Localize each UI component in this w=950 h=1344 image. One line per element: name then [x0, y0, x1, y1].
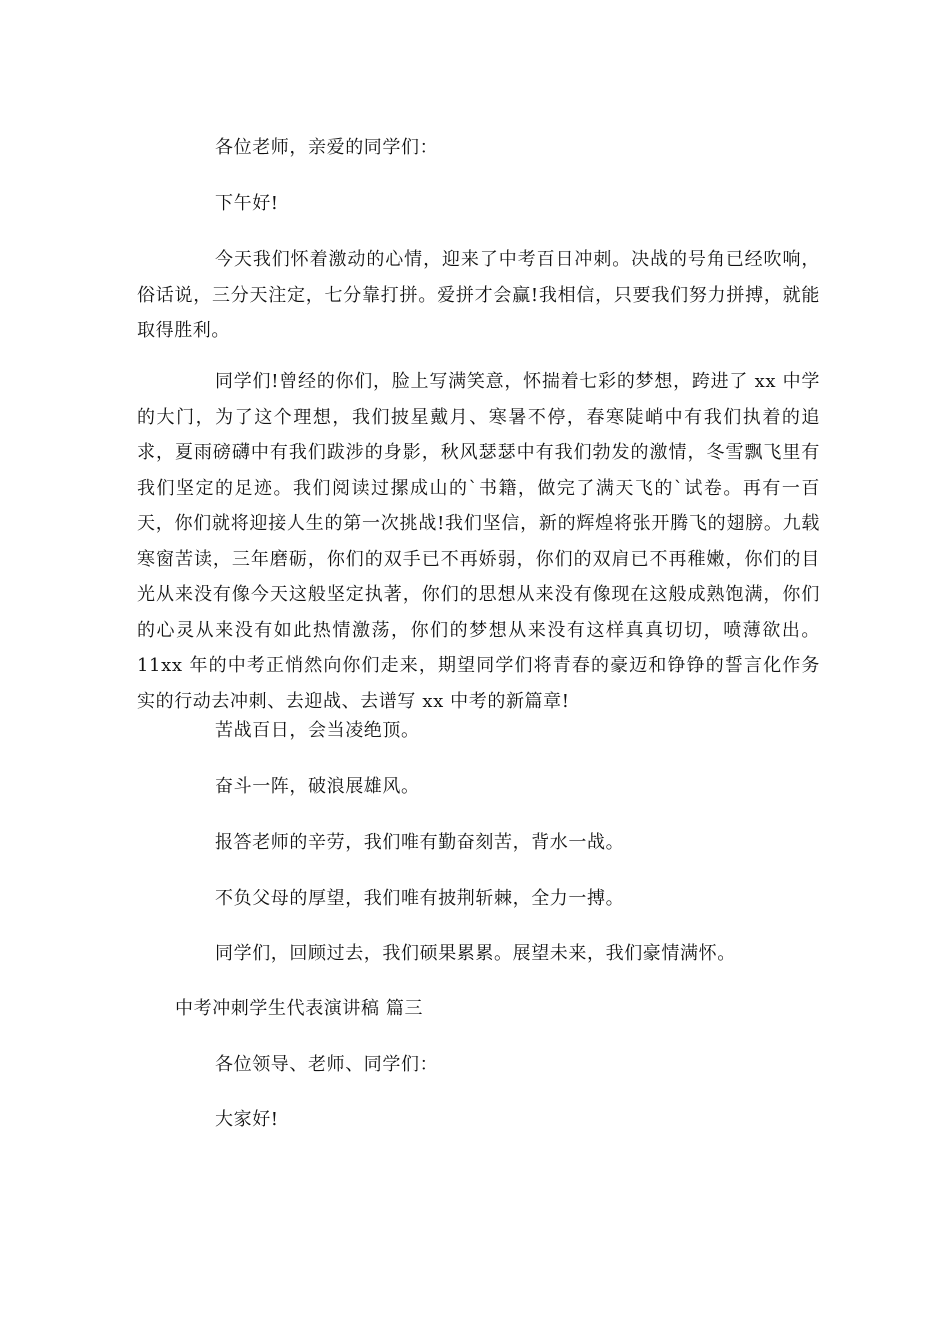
salutation: 各位老师，亲爱的同学们： [215, 137, 439, 158]
greeting: 下午好! [215, 193, 279, 214]
line-slogan-2: 奋斗一阵，破浪展雄风。 [215, 776, 420, 797]
greeting-2: 大家好! [215, 1109, 279, 1130]
line-slogan-4: 不负父母的厚望，我们唯有披荆斩棘，全力一搏。 [215, 888, 625, 909]
salutation-2: 各位领导、老师、同学们： [215, 1054, 439, 1075]
line-slogan-1: 苦战百日，会当凌绝顶。 [215, 720, 420, 741]
paragraph-opening: 今天我们怀着激动的心情，迎来了中考百日冲刺。决战的号角已经吹响，俗话说，三分天注定，七分靠打拼。爱拼才会赢!我相信，只要我们努力拼搏，就能取得胜利。 [137, 249, 820, 341]
section-heading: 中考冲刺学生代表演讲稿 篇三 [175, 998, 424, 1019]
line-slogan-5: 同学们，回顾过去，我们硕果累累。展望未来，我们豪情满怀。 [215, 943, 736, 964]
line-slogan-3: 报答老师的辛劳，我们唯有勤奋刻苦，背水一战。 [215, 832, 625, 853]
paragraph-body: 同学们!曾经的你们，脸上写满笑意，怀揣着七彩的梦想，跨进了 xx 中学的大门，为了这个理想，我们披星戴月、寒暑不停，春寒陡峭中有我们执着的追求，夏雨磅礴中有我们跋涉的身影，秋风瑟瑟中有我们勃发的激情，冬雪飘飞里有我们坚定的足迹。我们阅读过摞成山的`书籍，做完了满天飞的`试卷。再有一百天，你们就将迎接人生的第一次挑战!我们坚信，新的辉煌将张开腾飞的翅膀。九载寒窗苦读，三年磨砺，你们的双手已不再娇弱，你们的双肩已不再稚嫩，你们的目光从来没有像今天这般坚定执著，你们的思想从来没有像现在这般成熟饱满，你们的心灵从来没有如此热情激荡，你们的梦想从来没有这样真真切切，喷薄欲出。11xx 年的中考正悄然向你们走来，期望同学们将青春的豪迈和铮铮的誓言化作务实的行动去冲刺、去迎战、去谱写 xx 中考的新篇章! [137, 371, 820, 712]
